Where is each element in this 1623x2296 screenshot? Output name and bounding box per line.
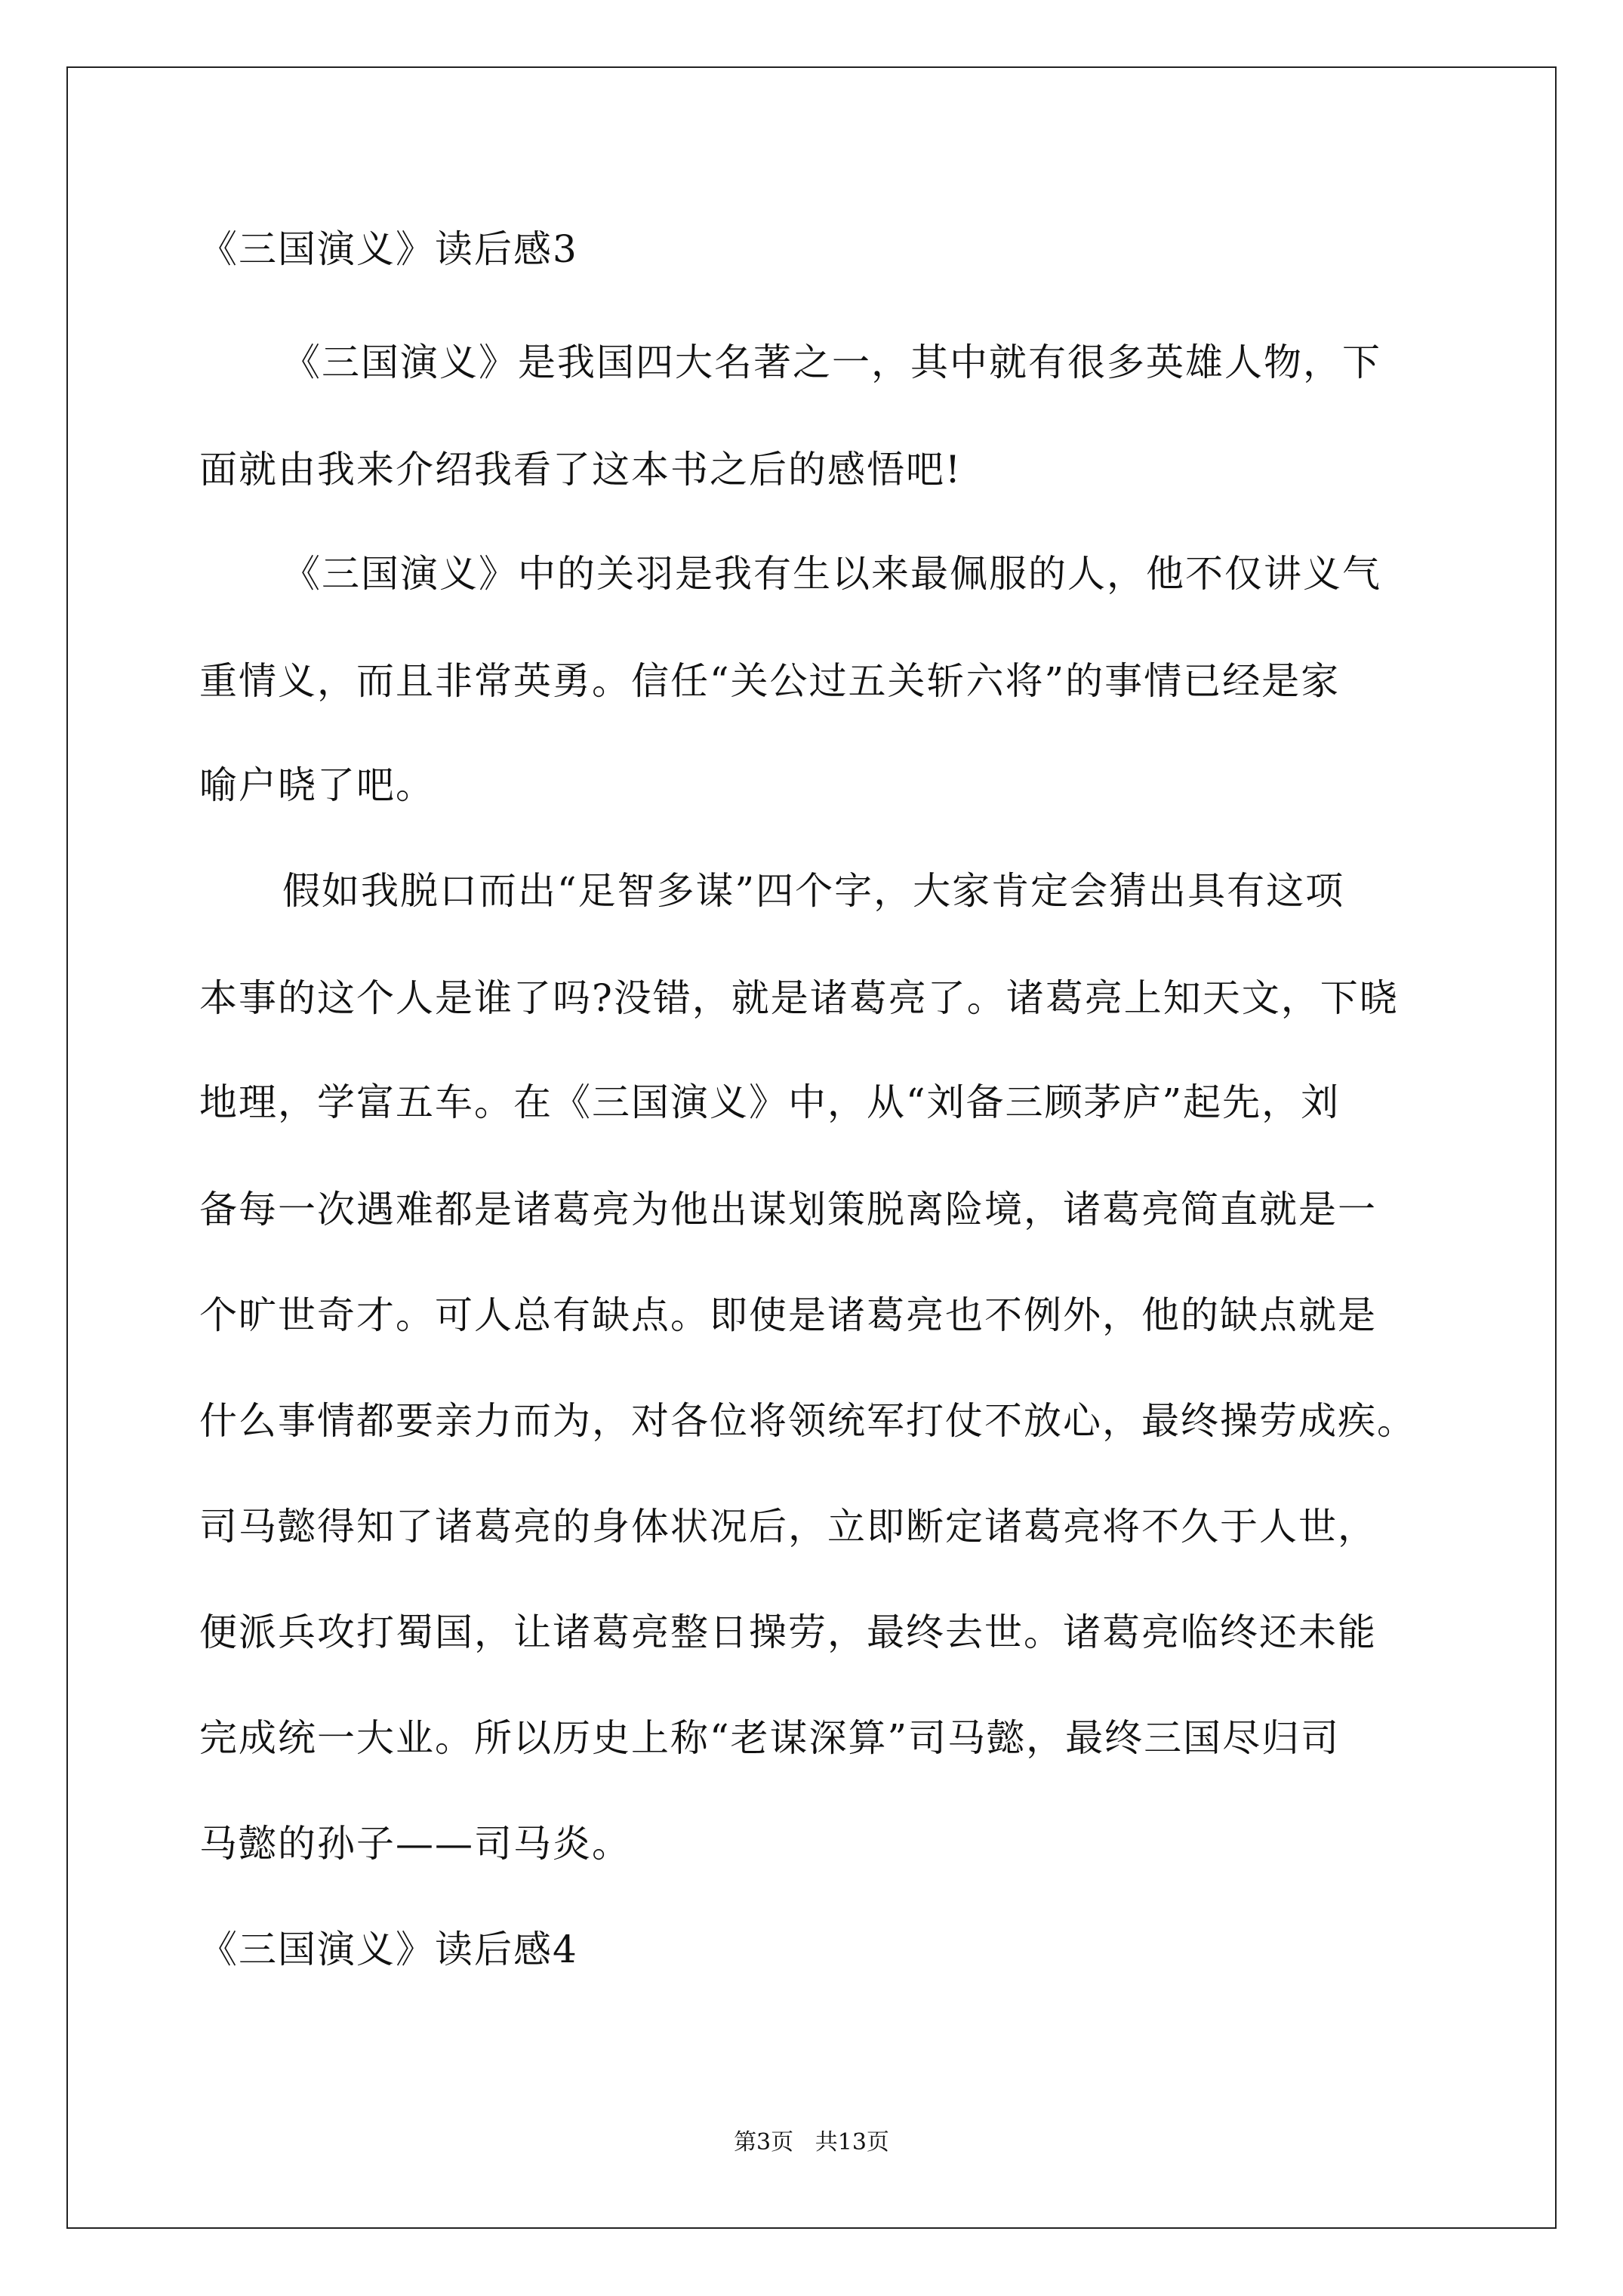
page-border [66,66,1557,2229]
paragraph-line: 面就由我来介绍我看了这本书之后的感悟吧! [199,448,962,492]
paragraph-line: 喻户晓了吧。 [199,763,435,807]
paragraph-line: 《三国演义》是我国四大名著之一，其中就有很多英雄人物，下 [282,341,1381,384]
paragraph-line: 本事的这个人是谁了吗?没错，就是诸葛亮了。诸葛亮上知天文，下晓 [199,976,1399,1020]
page-number-footer: 第3页 共13页 [734,2129,889,2156]
paragraph-line: 重情义，而且非常英勇。信任“关公过五关斩六将”的事情已经是家 [199,659,1341,703]
paragraph-line: 马懿的孙子——司马炎。 [199,1822,631,1866]
paragraph-line: 什么事情都要亲力而为，对各位将领统军打仗不放心，最终操劳成疾。 [199,1399,1416,1443]
paragraph-line: 个旷世奇才。可人总有缺点。即使是诸葛亮也不例外，他的缺点就是 [199,1293,1377,1337]
paragraph-line: 地理，学富五车。在《三国演义》中，从“刘备三顾茅庐”起先，刘 [199,1080,1341,1124]
paragraph-line: 便派兵攻打蜀国，让诸葛亮整日操劳，最终去世。诸葛亮临终还未能 [199,1610,1377,1654]
paragraph-line: 备每一次遇难都是诸葛亮为他出谋划策脱离险境，诸葛亮简直就是一 [199,1188,1377,1231]
paragraph-line: 《三国演义》中的关羽是我有生以来最佩服的人，他不仅讲义气 [282,552,1381,596]
paragraph-line: 完成统一大业。所以历史上称“老谋深算”司马懿，最终三国尽归司 [199,1716,1341,1760]
section-heading: 《三国演义》读后感3 [199,227,578,271]
paragraph-line: 假如我脱口而出“足智多谋”四个字，大家肯定会猜出具有这项 [282,869,1345,913]
paragraph-line: 司马懿得知了诸葛亮的身体状况后，立即断定诸葛亮将不久于人世， [199,1505,1377,1549]
section-heading: 《三国演义》读后感4 [199,1928,578,1971]
